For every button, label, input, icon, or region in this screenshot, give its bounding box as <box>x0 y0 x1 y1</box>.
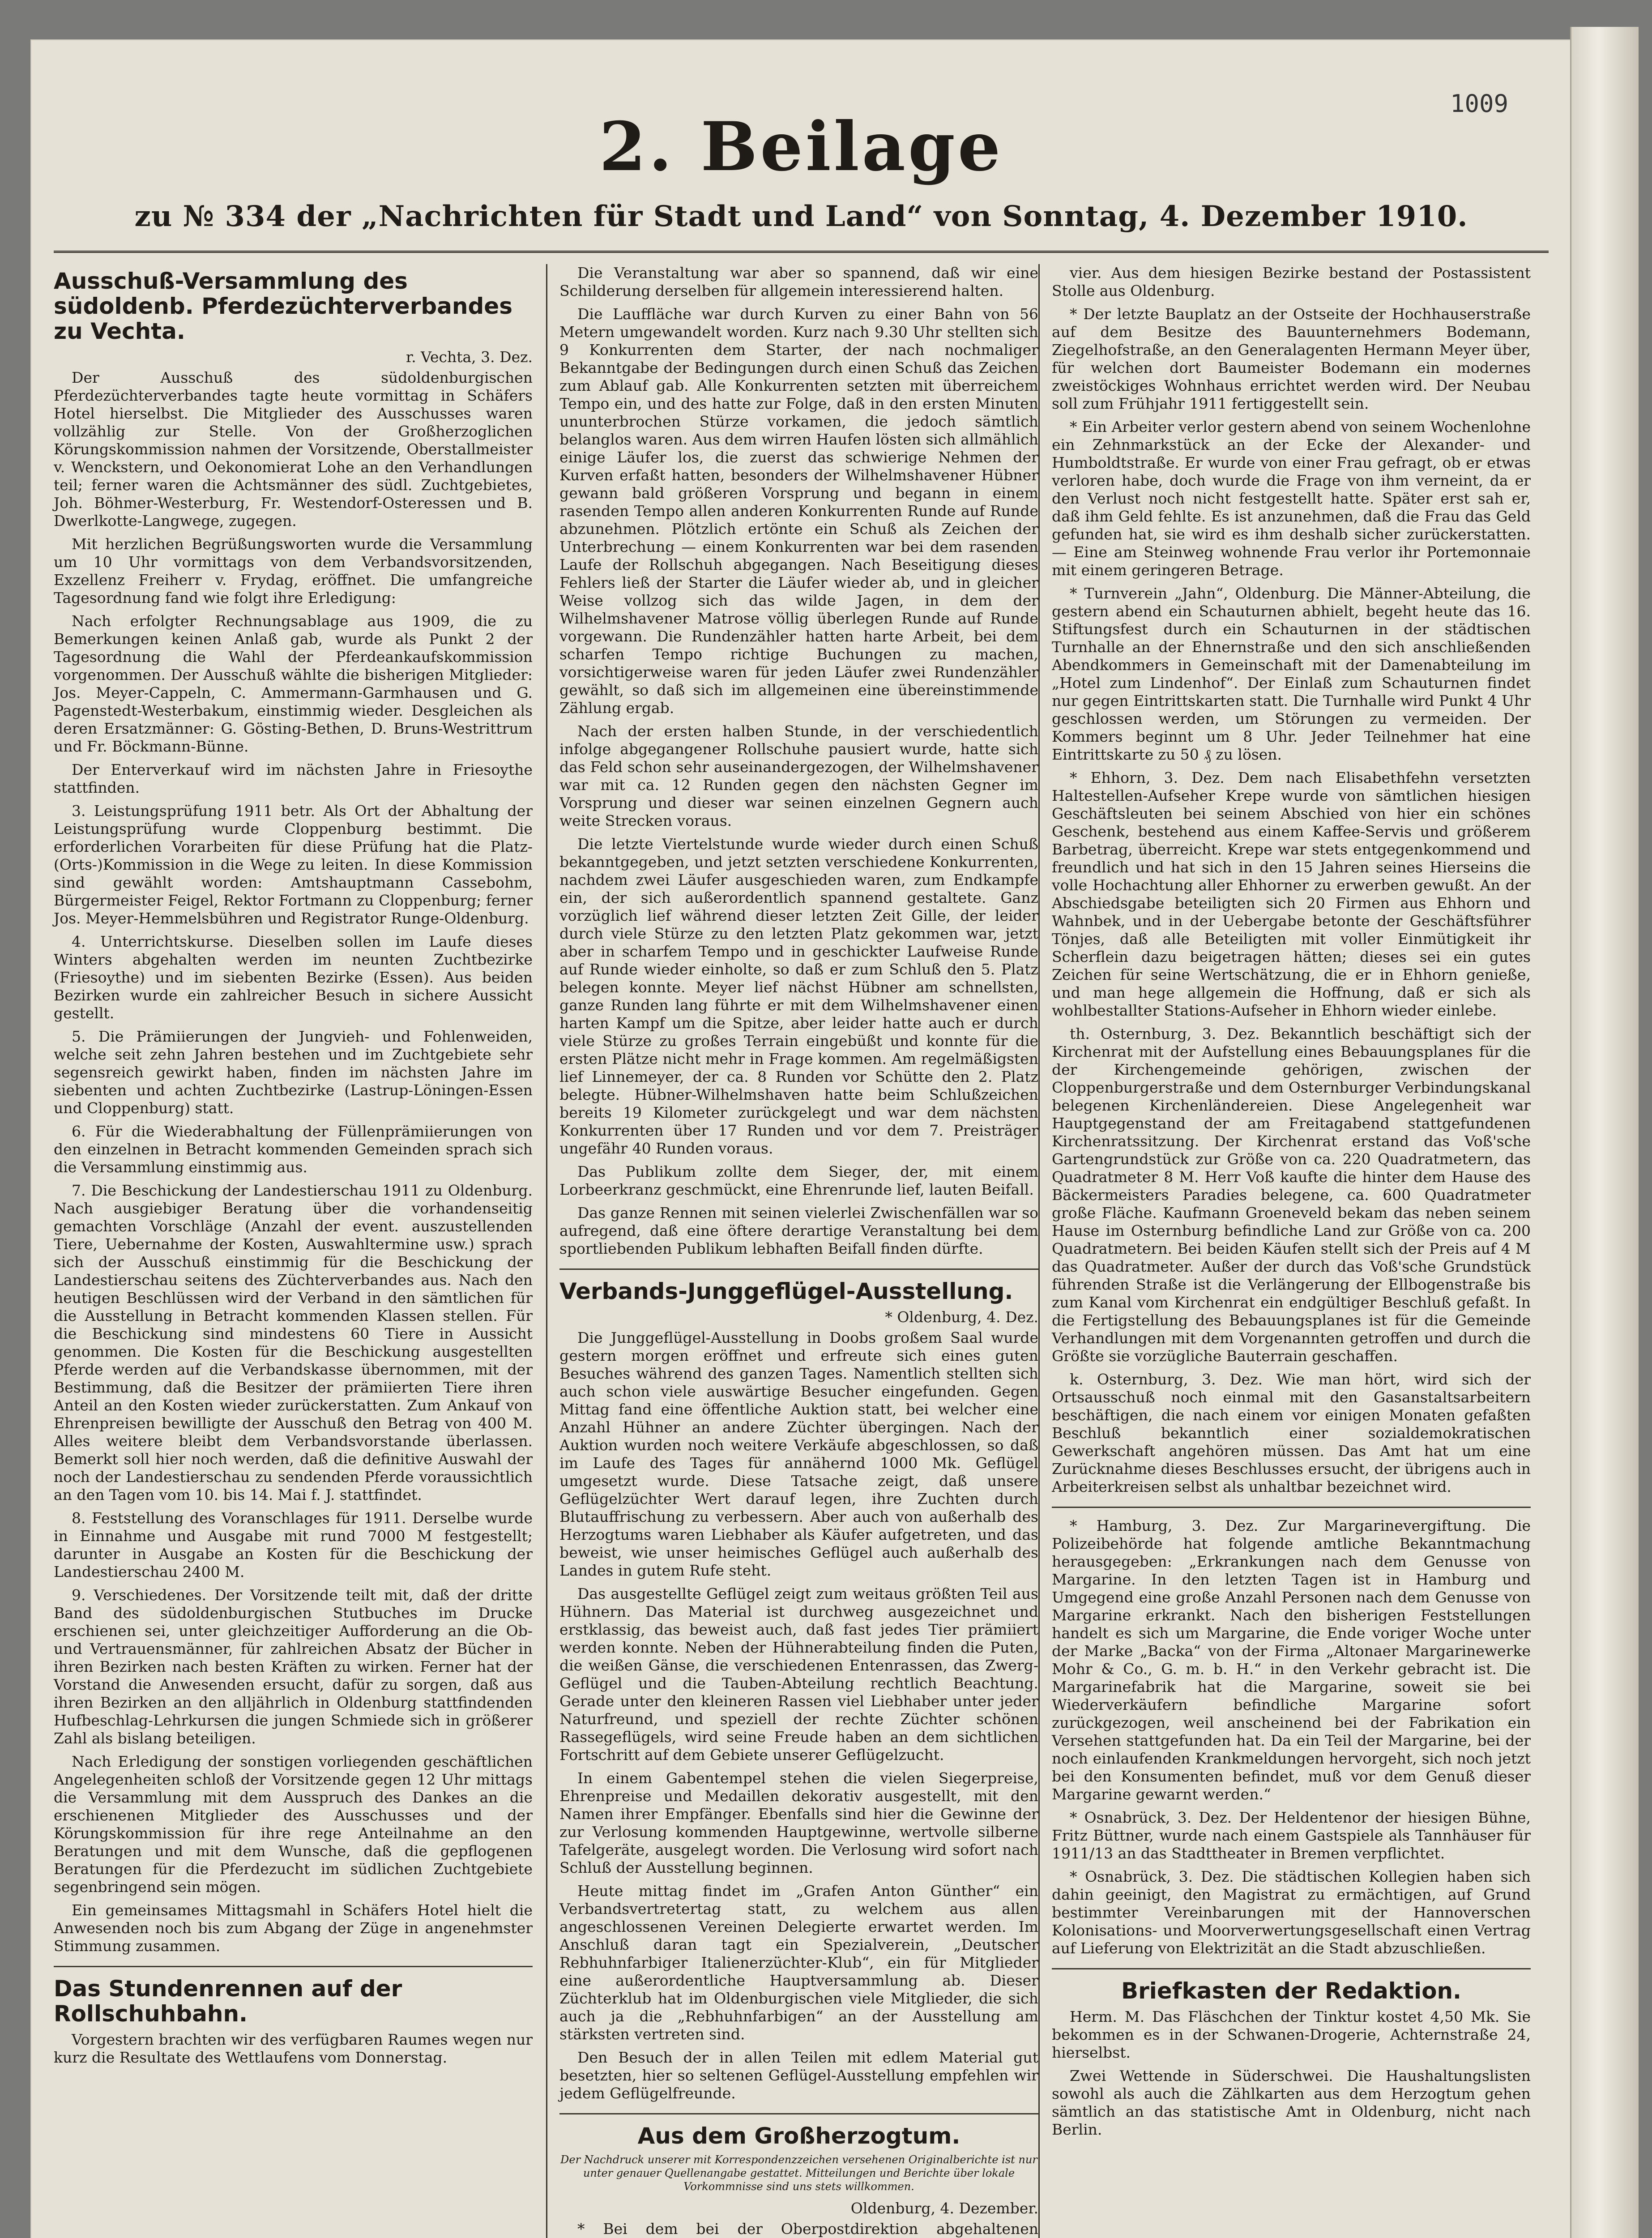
paragraph: Den Besuch der in allen Teilen mit edlem Material gut besetzten, hier so seltenen Geflügel-Ausstellung empfehlen wir jedem Geflügelfreunde. <box>559 2049 1038 2102</box>
paragraph: Das ganze Rennen mit seinen vielerlei Zwischenfällen war so aufregend, daß eine öftere derartige Veranstaltung bei dem sportliebenden Publikum lebhaften Beifall finden dürfte. <box>559 1204 1038 1257</box>
paragraph: Der Ausschuß des südoldenburgischen Pferdezüchterverbandes tagte heute vormittag in Schäfers Hotel hierselbst. Die Mitglieder des Ausschusses waren vollzählig zur Stelle. Von der Großherzoglichen Körungskommission nahmen der Vorsitzende, Oberstallmeister v. Wenckstern, und Oekonomierat Lohe an den Verhandlungen teil; ferner waren die Achtsmänner des südl. Zuchtgebietes, Joh. Böhmer-Westerburg, Fr. Westendorf-Osteressen und B. Dwerlkotte-Langwege, zugegen. <box>54 369 533 530</box>
paragraph: Mit herzlichen Begrüßungsworten wurde die Versammlung um 10 Uhr vormittags von dem Verbandsvorsitzenden, Exzellenz Freiherr v. Frydag, eröffnet. Die umfangreiche Tagesordnung fand wie folgt ihre Erledigung: <box>54 535 533 606</box>
paragraph: Die letzte Viertelstunde wurde wieder durch einen Schuß bekanntgegeben, und jetzt setzten verschiedene Konkurrenten, nachdem zwei Läufer ausgeschieden waren, zum Endkampfe ein, der sich außerordentlich spannend gestaltete. Ganz vorzüglich lief während dieser letzten Zeit Gille, der leider durch viele Stürze zu den letzten Platz gekommen war, jetzt aber in scharfem Tempo und in geschickter Laufweise Runde auf Runde wieder einholte, so daß er zum Schluß den 5. Platz belegen konnte. Meyer lief nächst Hübner am schnellsten, ganze Runden lang führte er mit dem Wilhelmshavener einen harten Kampf um die Spitze, aber leider hatte auch er durch viele Stürze zu großes Terrain eingebüßt und konnte für die ersten Plätze nicht mehr in Frage kommen. Am regelmäßigsten lief Linnemeyer, der ca. 8 Runden vor Schütte den 2. Platz belegte. Hübner-Wilhelmshaven hatte beim Schlußzeichen bereits 19 Kilometer zurückgelegt und war dem nächsten Konkurrenten über 17 Runden und vor dem 7. Preisträger ungefähr 40 Runden voraus. <box>559 835 1038 1157</box>
paragraph: 7. Die Beschickung der Landestierschau 1911 zu Oldenburg. Nach ausgiebiger Beratung über die vorhandenseitig gemachten Vorschläge (Anzahl der event. auszustellenden Tiere, Uebernahme der Kosten, Auswahltermine usw.) sprach sich der Ausschuß einstimmig für die Beschickung der Landestierschau seitens des Züchterverbandes aus. Nach den heutigen Beschlüssen wird der Verband in den sämtlichen für die Ausstellung in Betracht kommenden Klassen stellen. Für die Beschickung sind mindestens 60 Tiere in Aussicht genommen. Die Kosten für die Beschickung ausgestellten Pferde werden auf die Verbandskasse übernommen, mit der Bestimmung, daß die Besitzer der prämiierten Tiere ihren Anteil an den Kosten wieder zurückerstatten. Zum Ankauf von Ehrenpreisen bewilligte der Ausschuß den Betrag von 400 M. Alles weitere bleibt dem Verbandsvorstande überlassen. Bemerkt soll hier noch werden, daß die definitive Auswahl der noch der Landestierschau zu sendenden Pferde voraussichtlich an den Tagen vom 10. bis 14. Mai f. J. stattfindet. <box>54 1182 533 1503</box>
paragraph: * Der letzte Bauplatz an der Ostseite der Hochhauserstraße auf dem Besitze des Bauunternehmers Bodemann, Ziegelhofstraße, an den Generalagenten Hermann Meyer über, für welchen dort Baumeister Bodemann ein modernes zweistöckiges Wohnhaus errichtet werden wird. Der Neubau soll zum Frühjahr 1911 fertiggestellt sein. <box>1052 305 1531 412</box>
paragraph: In einem Gabentempel stehen die vielen Siegerpreise, Ehrenpreise und Medaillen dekorativ ausgestellt, mit den Namen ihrer Empfänger. Ebenfalls sind hier die Gewinne der zur Verlosung kommenden Hauptgewinne, wertvolle silberne Tafelgeräte, ausgelegt worden. Die Verlosung wird sofort nach Schluß der Ausstellung beginnen. <box>559 1769 1038 1876</box>
section-rule <box>559 1268 1038 1270</box>
column-3 <box>1052 264 1531 2144</box>
paragraph: 4. Unterrichtskurse. Dieselben sollen im Laufe dieses Winters abgehalten werden im neunten Zuchtbezirke (Friesoythe) und im siebenten Bezirke (Essen). Aus beiden Bezirken wurde ein zahlreicher Besuch in sichere Aussicht gestellt. <box>54 933 533 1022</box>
paragraph: * Osnabrück, 3. Dez. Die städtischen Kollegien haben sich dahin geeinigt, den Magistrat zu ermächtigen, auf Grund bestimmter Vereinbarungen mit der Hannoverschen Kolonisations- und Moorverwertungsgesellschaft einen Vertrag auf Lieferung von Elektrizität an die Stadt abzuschließen. <box>1052 1868 1531 1957</box>
paragraph: 6. Für die Wiederabhaltung der Füllenprämiierungen von den einzelnen in Betracht kommenden Gemeinden sprach sich die Versammlung einstimmig aus. <box>54 1123 533 1176</box>
paragraph: 3. Leistungsprüfung 1911 betr. Als Ort der Abhaltung der Leistungsprüfung wurde Cloppenburg bestimmt. Die erforderlichen Vorarbeiten für diese Prüfung hat die Platz-(Orts-)Kommission in die Wege zu leiten. In diese Kommission sind gewählt worden: Amtshauptmann Cassebohm, Bürgermeister Feigel, Rektor Fortmann zu Cloppenburg; ferner Jos. Meyer-Hemmelsbühren und Registrator Runge-Oldenburg. <box>54 802 533 927</box>
paragraph: Die Junggeflügel-Ausstellung in Doobs großem Saal wurde gestern morgen eröffnet und erfreute sich eines guten Besuches während des ganzen Tages. Namentlich stellten sich auch schon viele auswärtige Besucher eingefunden. Gegen Mittag fand eine öffentliche Auktion statt, bei welcher eine Anzahl Hühner an andere Züchter übergingen. Nach der Auktion wurden noch weitere Verkäufe abgeschlossen, so daß im Laufe des Tages für annähernd 1000 Mk. Geflügel umgesetzt wurde. Diese Tatsache zeigt, daß unsere Geflügelzüchter Wert darauf legen, ihre Zuchten durch Blutauffrischung zu verbessern. Aber auch von außerhalb des Herzogtums waren Liebhaber als Käufer aufgetreten, und das beweist, wie unser heimisches Geflügel auch außerhalb des Landes in gutem Rufe steht. <box>559 1329 1038 1579</box>
paragraph: Die Lauffläche war durch Kurven zu einer Bahn von 56 Metern umgewandelt worden. Kurz nach 9.30 Uhr stellten sich 9 Konkurrenten dem Starter, der nach nochmaliger Bekanntgabe der Bedingungen durch einen Schuß das Zeichen zum Ablauf gab. Alle Konkurrenten setzten mit überreichem Tempo ein, und des hatte zur Folge, daß in den ersten Minuten ununterbrochen Stürze vorkamen, die jedoch sämtlich belanglos waren. Aus dem wirren Haufen lösten sich allmählich einige Läufer los, die zuerst das schwierige Nehmen der Kurven erfaßt hatten, besonders der Wilhelmshavener Hübner gewann bald größeren Vorsprung und begann in einem rasenden Tempo allen anderen Konkurrenten Runde auf Runde abzunehmen. Plötzlich ertönte ein Schuß als Zeichen der Unterbrechung — einem Konkurrenten war bei dem rasenden Laufe der Rollschuh abgegangen. Nach Beseitigung dieses Fehlers ließ der Starter die Läufer wieder ab, und in gleicher Weise vollzog sich das wilde Jagen, in dem der Wilhelmshavener Matrose völlig überlegen Runde auf Runde vorgewann. Die Rundenzähler hatten harte Arbeit, bei dem scharfen Tempo richtige Buchungen zu machen, vorsichtigerweise waren für jeden Läufer zwei Rundenzähler gewählt, so daß sich im allgemeinen eine übereinstimmende Zählung ergab. <box>559 305 1038 717</box>
paragraph: Das ausgestellte Geflügel zeigt zum weitaus größten Teil aus Hühnern. Das Material ist durchweg ausgezeichnet und erstklassig, das beweist auch, daß fast jedes Tier prämiiert werden konnte. Neben der Hühnerabteilung finden die Puten, die weißen Gänse, die verschiedenen Entenrassen, das Zwerg-Geflügel und die Tauben-Abteilung rechtlich Beachtung. Gerade unter den kleineren Rassen viel Liebhaber unter jeder Naturfreund, und speziell der rechte Züchter schönen Rassegeflügels, wird seine Freude haben an dem sichtlichen Fortschritt auf dem Gebiete unserer Geflügelzucht. <box>559 1585 1038 1764</box>
dateline: Oldenburg, 4. Dezember. <box>850 2200 1038 2217</box>
paragraph: 8. Feststellung des Voranschlages für 1911. Derselbe wurde in Einnahme und Ausgabe mit rund 7000 M festgestellt; darunter in Ausgabe an Kosten für die Beschickung der Landestierschau 2400 M. <box>54 1509 533 1580</box>
section-rule <box>54 1966 533 1967</box>
article-headline: Das Stundenrennen auf der Rollschuhbahn. <box>54 1976 402 2027</box>
paragraph: * Hamburg, 3. Dez. Zur Margarinevergiftung. Die Polizeibehörde hat folgende amtliche Bekanntmachung herausgegeben: „Erkrankungen nach dem Genusse von Margarine. In den letzten Tagen ist in Hamburg und Umgegend eine große Anzahl Personen nach dem Genusse von Margarine erkrankt. Nach den bisherigen Feststellungen handelt es sich um Margarine, die Ende voriger Woche unter der Marke „Backa“ von der Firma „Altonaer Margarinewerke Mohr & Co., G. m. b. H.“ in den Verkehr gebracht ist. Die Margarinefabrik hat die Margarine, soweit sie bei Wiederverkäufern befindliche Margarine sofort zurückgezogen, weil anscheinend bei der Fabrikation ein Versehen stattgefunden hat. Da ein Teil der Margarine, bei der noch einlaufenden Krankmeldungen hervorgeht, sich noch jetzt bei den Konsumenten befindet, muß vor dem Genuß dieser Margarine gewarnt werden.“ <box>1052 1517 1531 1803</box>
paragraph: Ein gemeinsames Mittagsmahl in Schäfers Hotel hielt die Anwesenden noch bis zum Abgang der Züge in angenehmster Stimmung zusammen. <box>54 1901 533 1955</box>
column-divider <box>1038 264 1040 2238</box>
column-1 <box>54 264 533 2072</box>
paragraph: k. Osternburg, 3. Dez. Wie man hört, wird sich der Ortsausschuß noch einmal mit den Gasanstaltsarbeitern beschäftigen, die nach einem vor einigen Monaten gefaßten Beschluß bekanntlich einer sozialdemokratischen Gewerkschaft angehören müssen. Das Amt hat um eine Zurücknahme dieses Beschlusses ersucht, der übrigens auch in Arbeiterkreisen selbst als unhaltbar bezeichnet wird. <box>1052 1371 1531 1495</box>
paragraph: th. Osternburg, 3. Dez. Bekanntlich beschäftigt sich der Kirchenrat mit der Aufstellung eines Bebauungsplanes für die der Kirchengemeinde gehörigen, zwischen der Cloppenburgerstraße und dem Osternburger Verbindungskanal belegenen Kirchenländereien. Diese Angelegenheit war Hauptgegenstand der am Freitagabend stattgefundenen Kirchenratssitzung. Der Kirchenrat erstand das Voß'sche Gartengrundstück zur Größe von ca. 220 Quadratmetern, das Quadratmeter 8 M. Herr Voß kaufte die hinter dem Hause des Bäckermeisters Paradies belegene, ca. 600 Quadratmeter große Fläche. Kaufmann Groeneveld bekam das neben seinem Hause im Osternburg befindliche Land zur Größe von ca. 200 Quadratmetern. Bei beiden Käufen stellt sich der Preis auf 4 M das Quadratmeter. Außer der durch das Voß'sche Grundstück führenden Straße ist die Verlängerung der Ellbogenstraße bis zum Kanal vom Kirchenrat ein endgültiger Beschluß gefaßt. In die Fertigstellung des Bebauungsplanes ist für die Gemeinde Verhandlungen mit dem Vorgenannten getroffen und durch die Größte sie vorzügliche Bauterrain geschaffen. <box>1052 1025 1531 1365</box>
paragraph: Nach Erledigung der sonstigen vorliegenden geschäftlichen Angelegenheiten schloß der Vorsitzende gegen 12 Uhr mittags die Versammlung mit dem Ausspruch des Dankes an die erschienenen Mitglieder des Ausschusses und der Körungskommission für ihre rege Anteilnahme an den Beratungen und mit dem Wunsche, daß die gepflogenen Beratungen für die Pferdezucht im südlichen Zuchtgebiete segenbringend sein mögen. <box>54 1753 533 1896</box>
paragraph: Herm. M. Das Fläschchen der Tinktur kostet 4,50 Mk. Sie bekommen es in der Schwanen-Drogerie, Achternstraße 24, hierselbst. <box>1052 2008 1531 2061</box>
column-2 <box>559 264 1038 2238</box>
paragraph: Nach erfolgter Rechnungsablage aus 1909, die zu Bemerkungen keinen Anlaß gab, wurde als Punkt 2 der Tagesordnung die Wahl der Pferdeankaufskommission vorgenommen. Der Ausschuß wählte die bisherigen Mitglieder: Jos. Meyer-Cappeln, C. Ammermann-Garmhausen und G. Pagenstedt-Westerbakum, einstimmig wieder. Desgleichen als deren Ersatzmänner: G. Gösting-Bethen, D. Bruns-Westrittrum und Fr. Böckmann-Bünne. <box>54 612 533 755</box>
supplement-subtitle: zu № 334 der „Nachrichten für Stadt und Land“ von Sonntag, 4. Dezember 1910. <box>134 200 1468 233</box>
column-divider <box>546 264 547 2238</box>
page-number: 1009 <box>1450 90 1509 118</box>
section-rule <box>1052 1507 1531 1508</box>
book-edge <box>1570 27 1639 2238</box>
paragraph: Zwei Wettende in Süderschwei. Die Haushaltungslisten sowohl als auch die Zählkarten aus dem Herzogtum gehen sämtlich an das statistische Amt in Oldenburg, nicht nach Berlin. <box>1052 2067 1531 2138</box>
paragraph: Vorgestern brachten wir des verfügbaren Raumes wegen nur kurz die Resultate des Wettlaufens vom Donnerstag. <box>54 2031 533 2066</box>
paragraph: * Turnverein „Jahn“, Oldenburg. Die Männer-Abteilung, die gestern abend ein Schauturnen abhielt, begeht heute das 16. Stiftungsfest durch ein Schauturnen in der städtischen Turnhalle an der Ehnernstraße und den sich anschließenden Abendkommers in Gemeinschaft mit der Damenabteilung im „Hotel zum Lindenhof“. Der Einlaß zum Schauturnen findet nur gegen Eintrittskarten statt. Die Turnhalle wird Punkt 4 Uhr geschlossen werden, um Störungen zu vermeiden. Der Kommers beginnt um 8 Uhr. Jeder Teilnehmer hat eine Eintrittskarte zu 50 ₰ zu lösen. <box>1052 585 1531 763</box>
section-headline: Aus dem Großherzogtum. <box>637 2123 960 2149</box>
paragraph: * Bei dem bei der Oberpostdirektion abgehaltenen <box>577 2220 1038 2238</box>
paragraph: * Osnabrück, 3. Dez. Der Heldentenor der hiesigen Bühne, Fritz Büttner, wurde nach einem Gastspiele als Tannhäuser für 1911/13 an das Stadttheater in Bremen verpflichtet. <box>1052 1809 1531 1862</box>
section-headline: Briefkasten der Redaktion. <box>1121 1978 1462 2004</box>
section-rule <box>1052 1968 1531 1969</box>
paragraph: Das Publikum zollte dem Sieger, der, mit einem Lorbeerkranz geschmückt, eine Ehrenrunde lief, lauten Beifall. <box>559 1163 1038 1198</box>
newspaper-page <box>31 40 1571 2238</box>
dateline: * Oldenburg, 4. Dez. <box>885 1308 1038 1326</box>
paragraph: * Ehhorn, 3. Dez. Dem nach Elisabethfehn versetzten Haltestellen-Aufseher Krepe wurde von sämtlichen hiesigen Geschäftsleuten bei seinem Abschied von hier ein schönes Geschenk, bestehend aus einem Kaffee-Servis und größerem Barbetrag, überreicht. Krepe war stets entgegenkommend und freundlich und hat sich in den 15 Jahren seines Hierseins die volle Hochachtung aller Ehhorner zu erwerben gewußt. An der Abschiedsgabe beteiligten sich 20 Firmen aus Ehhorn und Wahnbek, und in der Uebergabe betonte der Geschäftsführer Tönjes, daß alle Beteiligten mit voller Einmütigkeit ihr Scherflein dazu beigetragen hätten; dieses sei ein gutes Zeichen für seine Wertschätzung, die er in Ehhorn genieße, und man hege allgemein die Hoffnung, daß er sich als wohlbestallter Stations-Aufseher in Ehhorn wieder einlebe. <box>1052 769 1531 1019</box>
header-rule <box>54 251 1549 253</box>
masthead <box>31 107 1571 233</box>
paragraph: 5. Die Prämiierungen der Jungvieh- und Fohlenweiden, welche seit zehn Jahren bestehen und im Zuchtgebiete sehr segensreich gewirkt haben, finden im nächsten Jahre im siebenten und achten Zuchtbezirke (Lastrup-Löningen-Essen und Cloppenburg) statt. <box>54 1028 533 1117</box>
article-headline: Ausschuß-Versammlung des südoldenb. Pferdezüchterverbandes zu Vechta. <box>54 268 512 344</box>
article-headline: Verbands-Junggeflügel-Ausstellung. <box>559 1278 1013 1304</box>
supplement-title: 2. Beilage <box>599 107 1003 186</box>
section-rule <box>559 2113 1038 2114</box>
paragraph: Heute mittag findet im „Grafen Anton Günther“ ein Verbandsvertretertag statt, zu welchem aus allen angeschlossenen Vereinen Delegierte erwartet werden. Im Anschluß daran tagt ein Spezialverein, „Deutscher Rebhuhnfarbiger Italienerzüchter-Klub“, ein für Mitglieder eine außerordentliche Hauptversammlung ab. Dieser Züchterklub hat im Oldenburgischen viele Mitglieder, die sich auch ja die „Rebhuhnfarbigen“ an der Ausstellung am stärksten vertreten sind. <box>559 1882 1038 2043</box>
paragraph: Nach der ersten halben Stunde, in der verschiedentlich infolge abgegangener Rollschuhe pausiert wurde, hatte sich das Feld schon sehr auseinandergezogen, der Wilhelmshavener war mit ca. 12 Runden gegen den nächsten Gegner im Vorsprung und dieser war seinen einzelnen Gegnern auch weite Strecken voraus. <box>559 722 1038 829</box>
dateline: r. Vechta, 3. Dez. <box>406 348 533 366</box>
paragraph: Die Veranstaltung war aber so spannend, daß wir eine Schilderung derselben für allgemein interessierend halten. <box>559 264 1038 299</box>
paragraph: Der Enterverkauf wird im nächsten Jahre in Friesoythe stattfinden. <box>54 761 533 796</box>
reprint-note: Der Nachdruck unserer mit Korrespondenzzeichen versehenen Originalberichte ist nur unter genauer Quellenangabe gestattet. Mitteilungen und Berichte über lokale Vorkommnisse sind uns stets willkommen. <box>560 2153 1037 2193</box>
paragraph: * Ein Arbeiter verlor gestern abend von seinem Wochenlohne ein Zehnmarkstück an der Ecke der Alexander- und Humboldtstraße. Er wurde von einer Frau gefragt, ob er etwas verloren habe, doch wurde die Frage von ihm verneint, da er den Verlust noch nicht festgestellt hatte. Später erst sah er, daß ihm Geld fehlte. Es ist anzunehmen, daß die Frau das Geld gefunden hat, sie wird es ihm deshalb sicher zurückerstatten. — Eine am Steinweg wohnende Frau verlor ihr Portemonnaie mit einem geringeren Betrage. <box>1052 418 1531 579</box>
paragraph: 9. Verschiedenes. Der Vorsitzende teilt mit, daß der dritte Band des südoldenburgischen Stutbuches im Drucke erschienen sei, unter gleichzeitiger Aufforderung an die Ob- und Vertrauensmänner, für zahlreichen Absatz der Bücher in ihren Bezirken nach besten Kräften zu wirken. Ferner hat der Vorstand die Anwesenden ersucht, dafür zu sorgen, daß aus ihren Bezirken an den alljährlich in Oldenburg stattfindenden Hufbeschlag-Lehrkursen die jungen Schmiede sich in größerer Zahl als bislang beteiligen. <box>54 1586 533 1747</box>
paragraph: vier. Aus dem hiesigen Bezirke bestand der Postassistent Stolle aus Oldenburg. <box>1052 264 1531 299</box>
